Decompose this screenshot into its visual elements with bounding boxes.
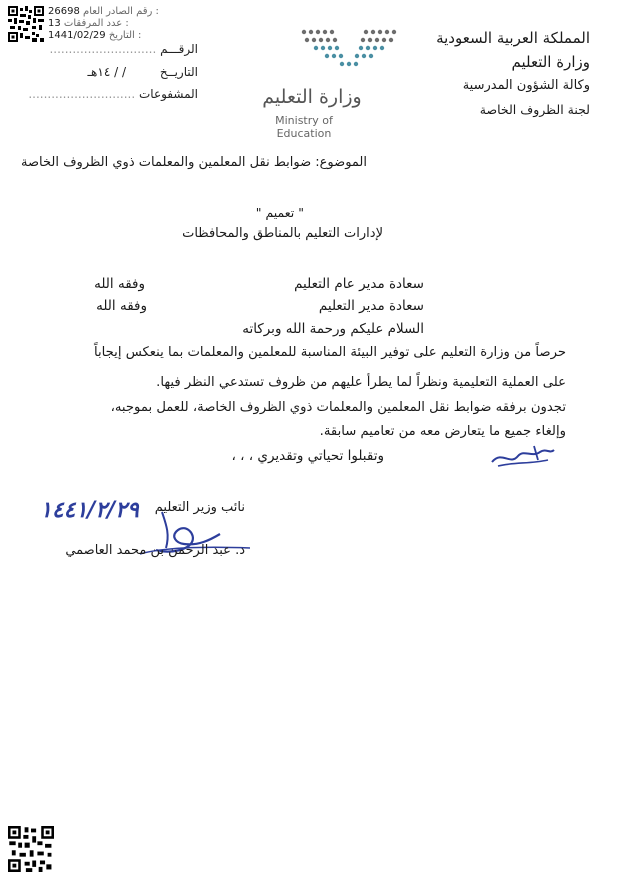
logo-arabic-text: وزارة التعليم <box>262 86 362 108</box>
initials-ink <box>488 440 558 470</box>
letterhead-right <box>420 26 590 122</box>
ministry-logo-icon <box>296 26 402 70</box>
paragraph-1-line-1: حرصاً من وزارة التعليم على توفير البيئة المناسبة للمعلمين والمعلمات بما ينعكس إيجاباً <box>93 345 566 360</box>
attachments-label: المشفوعات <box>138 87 198 101</box>
attachments-count-line <box>48 18 129 29</box>
paragraph-1-line-2: على العملية التعليمية ونظراً لما يطرأ عليهم من ظروف تستدعي النظر فيها. <box>156 375 566 390</box>
outgoing-number-value: 26698 <box>48 6 80 17</box>
greeting-director: سعادة مدير التعليم <box>318 298 424 314</box>
outgoing-number-line <box>48 6 159 17</box>
signatory-name: د. عبد الرحمن بن محمد العاصمي <box>65 543 245 558</box>
doc-date-line <box>48 30 141 41</box>
attachments-field: المشفوعات ............................ <box>28 87 198 101</box>
signatory-title: نائب وزير التعليم <box>154 500 245 515</box>
date-label: التاريــخ <box>159 65 198 79</box>
paragraph-2-line-1: تجدون برفقه ضوابط نقل المعلمين والمعلمات ذوي الظروف الخاصة، للعمل بموجبه، <box>110 400 566 415</box>
circular-title: " تعميم " <box>255 205 304 220</box>
greeting-general-director: سعادة مدير عام التعليم <box>294 276 424 292</box>
number-field: الرقـــم ............................ <box>49 42 198 56</box>
doc-date-label: التاريخ : <box>108 30 142 41</box>
letter-subject: الموضوع: ضوابط نقل المعلمين والمعلمات ذوي الظروف الخاصة <box>21 155 367 170</box>
paragraph-2-line-2: وإلغاء جميع ما يتعارض معه من تعاميم سابقة. <box>319 424 566 439</box>
greeting-director-suffix: وفقه الله <box>96 298 147 314</box>
number-label: الرقـــم <box>160 42 198 56</box>
logo-english-text: Ministry of Education <box>275 114 333 140</box>
attachments-count-label: عدد المرفقات : <box>63 18 129 29</box>
doc-date-value: 1441/02/29 <box>48 30 106 41</box>
date-placeholder: / / ١٤هـ <box>87 65 126 79</box>
attachments-count-value: 13 <box>48 18 61 29</box>
agency-name: وكالة الشؤون المدرسية <box>462 78 590 93</box>
kingdom-name: المملكة العربية السعودية <box>436 29 590 47</box>
qr-code-top <box>8 6 44 42</box>
outgoing-number-label: رقم الصادر العام : <box>83 6 159 17</box>
ministry-name: وزارة التعليم <box>511 53 590 71</box>
handwritten-date: ١٤٤١/٢/٢٩ <box>40 498 139 523</box>
salutation: السلام عليكم ورحمة الله وبركاته <box>242 321 424 337</box>
greeting-general-director-suffix: وفقه الله <box>94 276 145 292</box>
committee-name: لجنة الظروف الخاصة <box>479 102 590 117</box>
date-field <box>88 65 198 79</box>
closing-line: وتقبلوا تحياتي وتقديري ، ، ، <box>231 448 384 464</box>
addressees-line: لإدارات التعليم بالمناطق والمحافظات <box>182 226 383 241</box>
qr-code-bottom <box>8 826 54 872</box>
